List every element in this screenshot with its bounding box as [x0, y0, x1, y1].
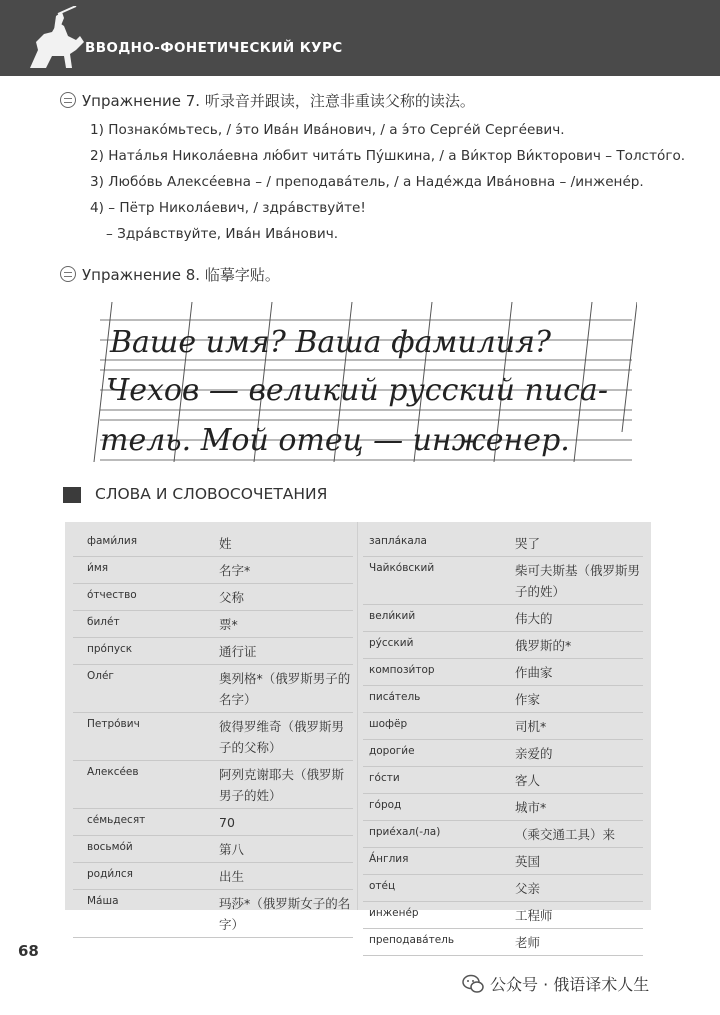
vocab-chinese: 第八 — [219, 842, 245, 857]
audio-disc-icon — [60, 266, 76, 282]
vocab-russian: дороги́е — [369, 745, 415, 757]
exercise-7-line-3: 3) Любо́вь Алексе́евна – / преподава́тель, / а Наде́жда Ива́новна – /инжене́р. — [90, 174, 644, 190]
vocab-russian: биле́т — [87, 616, 120, 628]
vocab-russian: А́нглия — [369, 853, 409, 865]
vocab-chinese: 70 — [219, 815, 235, 830]
vocab-chinese: 客人 — [515, 773, 541, 788]
vocab-chinese: 奥列格*（俄罗斯男子的名字） — [219, 671, 351, 707]
handwriting-line-1: Ваше имя? Ваша фамилия? — [110, 325, 552, 360]
vocab-russian: роди́лся — [87, 868, 133, 880]
vocab-chinese: 俄罗斯的* — [515, 638, 572, 653]
vocab-row — [363, 530, 643, 557]
vocab-russian: оте́ц — [369, 880, 396, 892]
vocab-russian: компози́тор — [369, 664, 435, 676]
handwriting-line-3: тель. Мой отец — инженер. — [100, 423, 570, 458]
vocab-russian: восьмо́й — [87, 841, 133, 853]
vocab-chinese: （乘交通工具）来 — [515, 827, 616, 842]
vocab-chinese: 父称 — [219, 590, 245, 605]
vocab-row — [73, 584, 353, 611]
section-marker — [63, 487, 81, 503]
vocab-row — [73, 761, 353, 809]
vocab-russian: про́пуск — [87, 643, 133, 655]
vocab-russian: писа́тель — [369, 691, 421, 703]
vocab-row — [363, 686, 643, 713]
page-number: 68 — [18, 942, 39, 960]
vocab-russian: ру́сский — [369, 637, 414, 649]
vocab-chinese: 姓 — [219, 536, 232, 551]
vocab-chinese: 工程师 — [515, 908, 553, 923]
vocab-chinese: 出生 — [219, 869, 245, 884]
wechat-icon — [462, 974, 484, 994]
vocab-row — [363, 902, 643, 929]
vocabulary-column-right — [363, 530, 643, 956]
vocab-russian: фами́лия — [87, 535, 138, 547]
vocab-chinese: 司机* — [515, 719, 547, 734]
vocab-russian: Чайко́вский — [369, 562, 435, 574]
exercise-7-line-2: 2) Ната́лья Никола́евна лю́бит чита́ть Пу́шкина, / а Ви́ктор Ви́кторович – Толсто́го. — [90, 148, 686, 164]
exercise-7-line-1: 1) Познако́мьтесь, / э́то Ива́н Ива́нович, / а э́то Серге́й Серге́евич. — [90, 122, 565, 138]
vocab-row — [73, 557, 353, 584]
vocab-russian: вели́кий — [369, 610, 416, 622]
vocab-chinese: 彼得罗维奇（俄罗斯男子的父称） — [219, 719, 345, 755]
vocab-row — [73, 713, 353, 761]
exercise-8-heading: Упражнение 8. 临摹字贴。 — [60, 264, 280, 285]
vocab-row — [363, 929, 643, 956]
section-title: СЛОВА И СЛОВОСОЧЕТАНИЯ — [95, 485, 328, 503]
vocab-chinese: 票* — [219, 617, 238, 632]
vocab-row — [363, 848, 643, 875]
vocab-russian: се́мьдесят — [87, 814, 146, 826]
vocab-chinese: 老师 — [515, 935, 541, 950]
vocab-russian: инжене́р — [369, 907, 419, 919]
vocab-chinese: 哭了 — [515, 536, 541, 551]
chapter-title: ВВОДНО-ФОНЕТИЧЕСКИЙ КУРС — [85, 40, 343, 56]
vocab-chinese: 英国 — [515, 854, 541, 869]
vocab-chinese: 玛莎*（俄罗斯女子的名字） — [219, 896, 351, 932]
vocab-row — [73, 638, 353, 665]
vocab-row — [73, 809, 353, 836]
exercise-7-line-5: – Здра́вствуйте, Ива́н Ива́нович. — [106, 226, 339, 242]
vocab-row — [73, 890, 353, 938]
vocab-row — [73, 665, 353, 713]
vocab-row — [363, 632, 643, 659]
vocab-row — [363, 821, 643, 848]
vocab-row — [363, 605, 643, 632]
vocab-russian: и́мя — [87, 562, 109, 574]
vocab-chinese: 名字* — [219, 563, 251, 578]
column-divider — [357, 522, 358, 910]
vocab-chinese: 通行证 — [219, 644, 257, 659]
exercise-7-heading: Упражнение 7. 听录音并跟读，注意非重读父称的读法。 — [60, 90, 475, 111]
vocab-row — [363, 875, 643, 902]
audio-disc-icon — [60, 92, 76, 108]
vocab-chinese: 阿列克谢耶夫（俄罗斯男子的姓） — [219, 767, 345, 803]
vocab-russian: Ма́ша — [87, 895, 119, 907]
vocab-row — [73, 530, 353, 557]
vocab-row — [73, 863, 353, 890]
vocab-chinese: 父亲 — [515, 881, 541, 896]
vocab-russian: го́сти — [369, 772, 400, 784]
vocab-russian: Петро́вич — [87, 718, 140, 730]
vocab-row — [73, 836, 353, 863]
vocab-russian: о́тчество — [87, 589, 137, 601]
vocab-row — [73, 611, 353, 638]
handwriting-copybook — [92, 292, 637, 467]
vocab-russian: го́род — [369, 799, 402, 811]
vocab-row — [363, 659, 643, 686]
vocab-russian: Алексе́ев — [87, 766, 139, 778]
exercise-7-line-4: 4) – Пётр Никола́евич, / здра́вствуйте! — [90, 200, 366, 216]
vocab-chinese: 作曲家 — [515, 665, 553, 680]
vocab-row — [363, 713, 643, 740]
vocab-chinese: 城市* — [515, 800, 547, 815]
vocab-russian: преподава́тель — [369, 934, 455, 946]
vocab-row — [363, 557, 643, 605]
vocab-chinese: 柴可夫斯基（俄罗斯男子的姓） — [515, 563, 641, 599]
vocab-row — [363, 794, 643, 821]
vocab-row — [363, 740, 643, 767]
vocabulary-table — [65, 522, 651, 950]
vocab-chinese: 伟大的 — [515, 611, 553, 626]
vocab-russian: шофёр — [369, 718, 408, 730]
chapter-header — [0, 0, 720, 76]
vocabulary-column-left — [73, 530, 353, 938]
vocab-chinese: 作家 — [515, 692, 541, 707]
handwriting-line-2: Чехов — великий русский писа- — [106, 373, 608, 408]
vocab-russian: прие́хал(-ла) — [369, 826, 441, 838]
vocab-russian: запла́кала — [369, 535, 427, 547]
vocab-chinese: 亲爱的 — [515, 746, 553, 761]
watermark: 公众号 · 俄语译术人生 — [490, 975, 650, 994]
vocab-russian: Оле́г — [87, 670, 114, 682]
vocab-row — [363, 767, 643, 794]
